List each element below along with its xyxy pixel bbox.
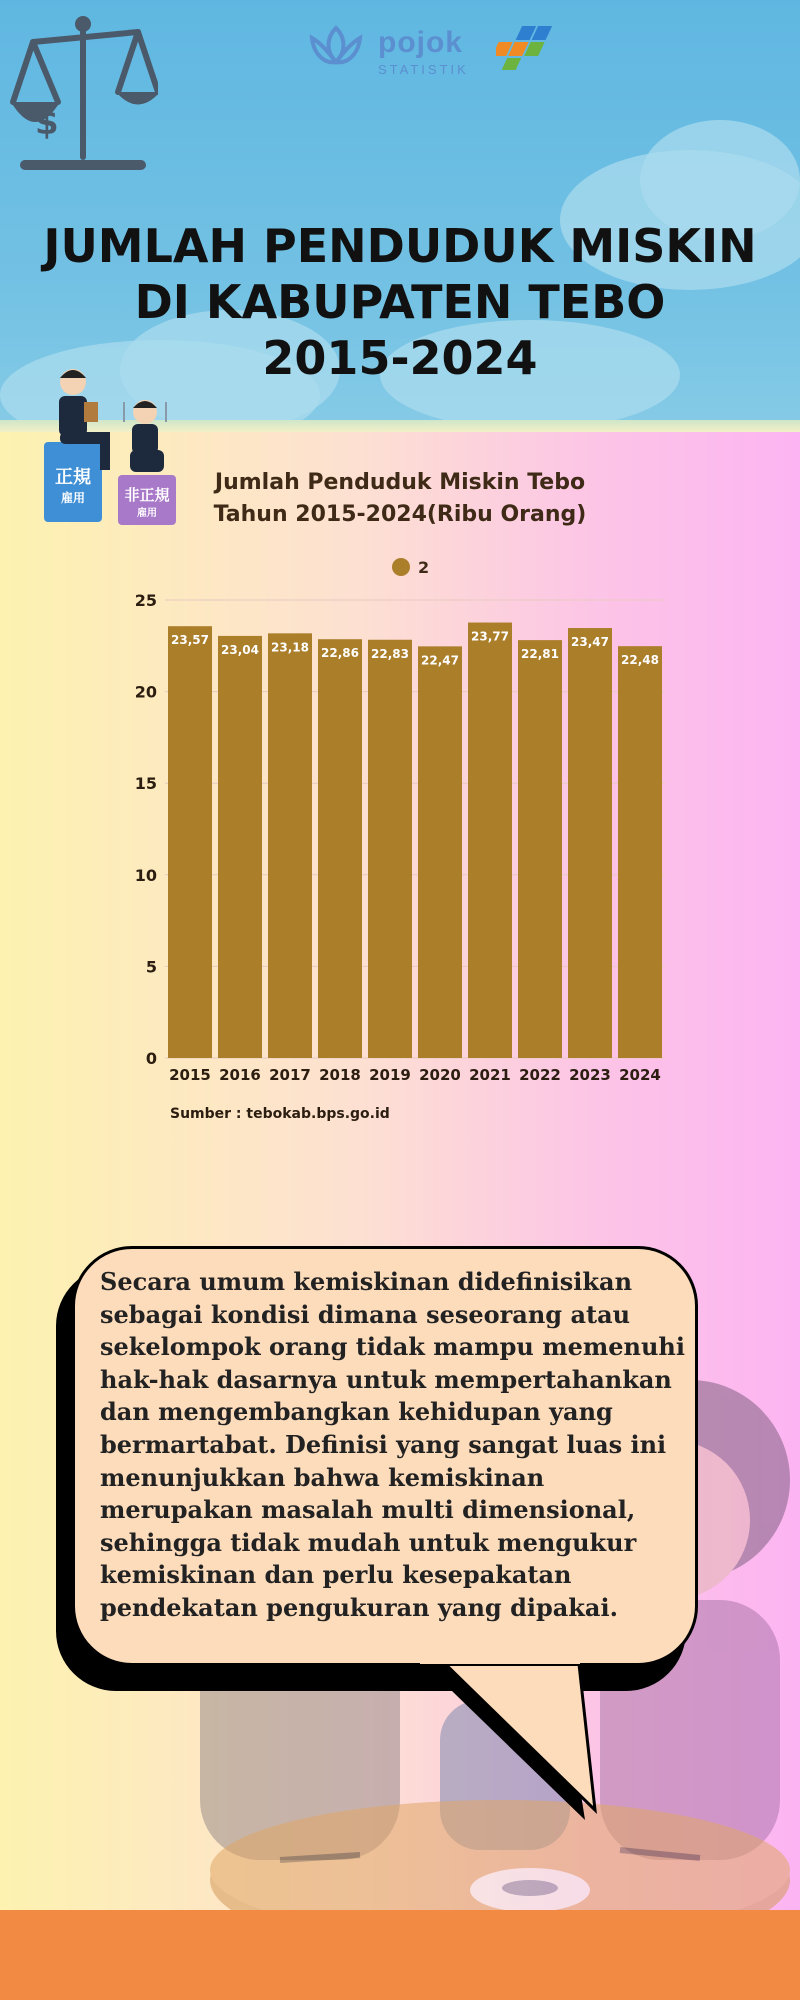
paragraph-line: merupakan masalah multi dimensional,	[100, 1495, 636, 1525]
paragraph-line: menunjukkan bahwa kemiskinan	[100, 1462, 545, 1492]
sign-left-sub: 雇用	[60, 491, 86, 505]
y-tick-label: 10	[134, 865, 157, 885]
bar-value-label: 22,81	[521, 647, 559, 662]
y-tick-label: 0	[145, 1049, 157, 1068]
sign-right-main: 非正規	[124, 486, 170, 504]
paragraph-line: sehingga tidak mudah untuk mengukur	[100, 1527, 637, 1557]
x-tick-label: 2024	[619, 1066, 661, 1084]
x-tick-label: 2019	[369, 1066, 411, 1084]
x-tick-label: 2017	[269, 1066, 311, 1084]
source-note: Sumber : tebokab.bps.go.id	[170, 1106, 390, 1122]
y-tick-label: 20	[134, 682, 157, 702]
x-tick-label: 2018	[319, 1066, 361, 1084]
legend-label: 2	[418, 557, 430, 577]
paragraph-line: pendekatan pengukuran yang dipakai.	[100, 1592, 618, 1622]
x-tick-label: 2015	[169, 1066, 211, 1084]
y-tick-label: 15	[134, 774, 157, 794]
paragraph-line: Secara umum kemiskinan didefinisikan	[100, 1267, 633, 1296]
paragraph-line: hak-hak dasarnya untuk mempertahankan	[100, 1364, 672, 1394]
paragraph-line: bermartabat. Definisi yang sangat luas ini	[100, 1429, 667, 1459]
sign-right-sub: 雇用	[137, 508, 157, 519]
bar-value-label: 22,48	[621, 653, 659, 668]
bar-value-label: 23,18	[271, 640, 309, 655]
x-tick-label: 2022	[519, 1066, 561, 1084]
paragraph-line: kemiskinan dan perlu kesepakatan	[100, 1560, 572, 1590]
paragraph-line: sekelompok orang tidak mampu memenuhi	[100, 1332, 685, 1362]
y-tick-label: 5	[145, 957, 157, 977]
sign-left-main: 正規	[55, 467, 91, 488]
chart-title-line: Tahun 2015-2024(Ribu Orang)	[213, 502, 587, 527]
bar-value-label: 23,57	[171, 633, 209, 648]
bar-value-label: 23,47	[571, 635, 609, 650]
svg-text:$: $	[35, 103, 59, 143]
title-line: 2015-2024	[262, 331, 538, 385]
logo-text: pojok	[378, 26, 463, 59]
paragraph-line: dan mengembangkan kehidupan yang	[100, 1397, 613, 1427]
bar-value-label: 22,83	[371, 646, 409, 661]
paragraph-line: sebagai kondisi dimana seseorang atau	[100, 1299, 631, 1329]
x-tick-label: 2021	[469, 1066, 511, 1084]
bar-value-label: 23,04	[221, 642, 259, 657]
x-tick-label: 2023	[569, 1066, 611, 1084]
bar-value-label: 22,47	[421, 653, 459, 668]
poverty-definition-text	[100, 1266, 690, 1625]
title-line: DI KABUPATEN TEBO	[134, 275, 666, 329]
chart-title-line: Jumlah Penduduk Miskin Tebo	[214, 470, 586, 495]
bar-value-label: 23,77	[471, 629, 509, 644]
bubble-joint	[420, 1650, 580, 1664]
y-tick-label: 25	[134, 591, 157, 610]
logo-subtext: STATISTIK	[378, 62, 469, 77]
x-tick-label: 2016	[219, 1066, 261, 1084]
bar-value-label: 22,86	[321, 646, 359, 661]
x-tick-label: 2020	[419, 1066, 461, 1084]
title-line: JUMLAH PENDUDUK MISKIN	[43, 219, 757, 273]
